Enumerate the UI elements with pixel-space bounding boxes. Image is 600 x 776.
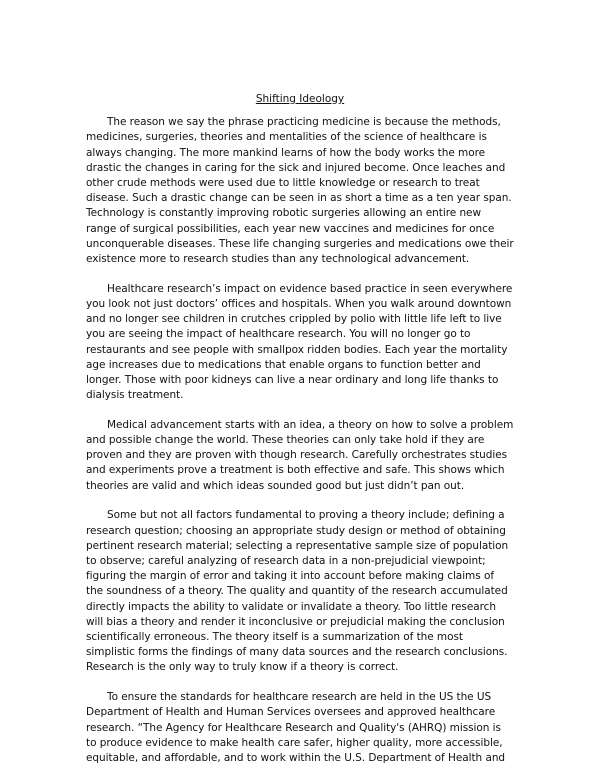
document-title: Shifting Ideology [255,93,345,105]
paragraph-3: Medical advancement starts with an idea, a theory on how to solve a problem and possible change the world. These theories can only take hold if they are proven and they are proven with though research. Carefully orchestrates studies and experiments prove a treatment is both effective and safe. This shows which theories are valid and which ideas sounded good but just didn’t pan out. [86,418,514,492]
paragraph-5: To ensure the standards for healthcare research are held in the US the US Department of Health and Human Services oversees and approved healthcare research. “The Agency for Healthcare Research and Quality's (AHRQ) mission is to produce evidence to make health care safer, higher quality, more accessible, equitable, and affordable, and to work within the U.S. Department of Health and [86,691,506,764]
paragraph-4: Some but not all factors fundamental to proving a theory include; defining a research question; choosing an appropriate study design or method of obtaining pertinent research material; selecting a representative sample size of population to observe; careful analyzing of research data in a non-prejudicial viewpoint; figuring the margin of error and taking it into account before making claims of the soundness of a theory. The quality and quantity of the research accumulated directly impacts the ability to validate or invalidate a theory. Too little research will bias a theory and render it inconclusive or prejudicial making the conclusion scientifically erroneous. The theory itself is a summarization of the most simplistic forms the findings of many data sources and the research conclusions. Research is the only way to truly know if a theory is correct. [86,509,509,674]
paragraph-1: The reason we say the phrase practicing medicine is because the methods, medicines, surgeries, theories and mentalities of the science of healthcare is always changing. The more mankind learns of how the body works the more drastic the changes in caring for the sick and injured become. Once leaches and other crude methods were used due to little knowledge or research to treat disease. Such a drastic change can be seen in as short a time as a ten year span. Technology is constantly improving robotic surgeries allowing an entire new range of surgical possibilities, each year new vaccines and medicines for once unconquerable diseases. These life changing surgeries and medications owe their existence more to research studies than any technological advancement. [86,116,514,266]
paragraph-2: Healthcare research’s impact on evidence based practice in seen everywhere you look not just doctors’ offices and hospitals. When you walk around downtown and no longer see children in crutches crippled by polio with little life left to live you are seeing the impact of healthcare research. You will no longer go to restaurants and see people with smallpox ridden bodies. Each year the mortality age increases due to medications that enable organs to function better and longer. Those with poor kidneys can live a near ordinary and long life thanks to dialysis treatment. [86,282,513,402]
